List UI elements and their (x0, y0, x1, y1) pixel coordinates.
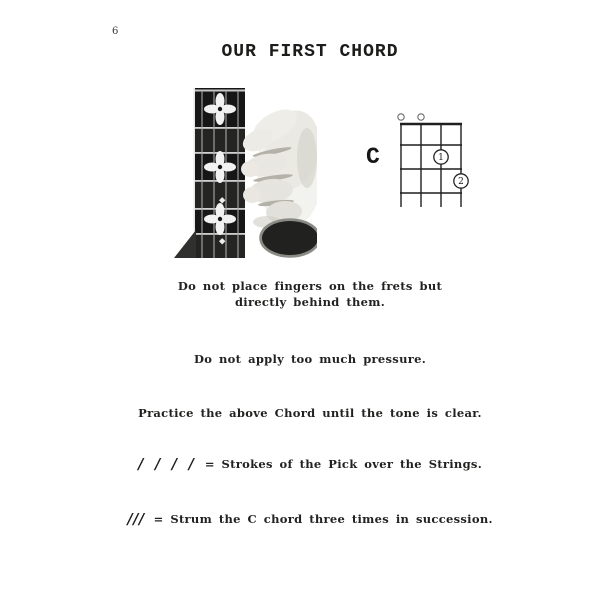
page-number: 6 (112, 26, 119, 37)
legend-text: = Strum the C chord three times in succession. (153, 512, 493, 526)
legend-text: = Strokes of the Pick over the Strings. (204, 457, 483, 471)
instruction-place-fingers (0, 278, 600, 310)
instruction-line: directly behind them. (234, 295, 386, 309)
chord-grid-svg (395, 110, 475, 212)
instruction-practice: Practice the above Chord until the tone is clear. (138, 406, 482, 420)
slash-marks-three: /// (127, 511, 145, 528)
banjo-neck-hand-illustration (172, 88, 317, 260)
instruction-line: Do not place fingers on the frets but (177, 279, 443, 293)
finger-number: 2 (458, 177, 464, 188)
wrist-dark-area (261, 220, 317, 256)
legend-pick-strokes (0, 456, 600, 473)
finger-number: 1 (438, 153, 444, 164)
chord-photo (172, 88, 317, 260)
title-wrap (0, 41, 600, 62)
chord-name-label: C (366, 144, 380, 170)
background-shadow-triangle (174, 230, 196, 258)
page-title: OUR FIRST CHORD (221, 42, 399, 62)
open-string-marker (398, 114, 404, 120)
instruction-pressure: Do not apply too much pressure. (193, 352, 427, 366)
legend-strum (0, 511, 600, 528)
slash-marks-four: / / / / (137, 456, 196, 473)
banjo-neck (194, 88, 246, 258)
open-string-marker (418, 114, 424, 120)
